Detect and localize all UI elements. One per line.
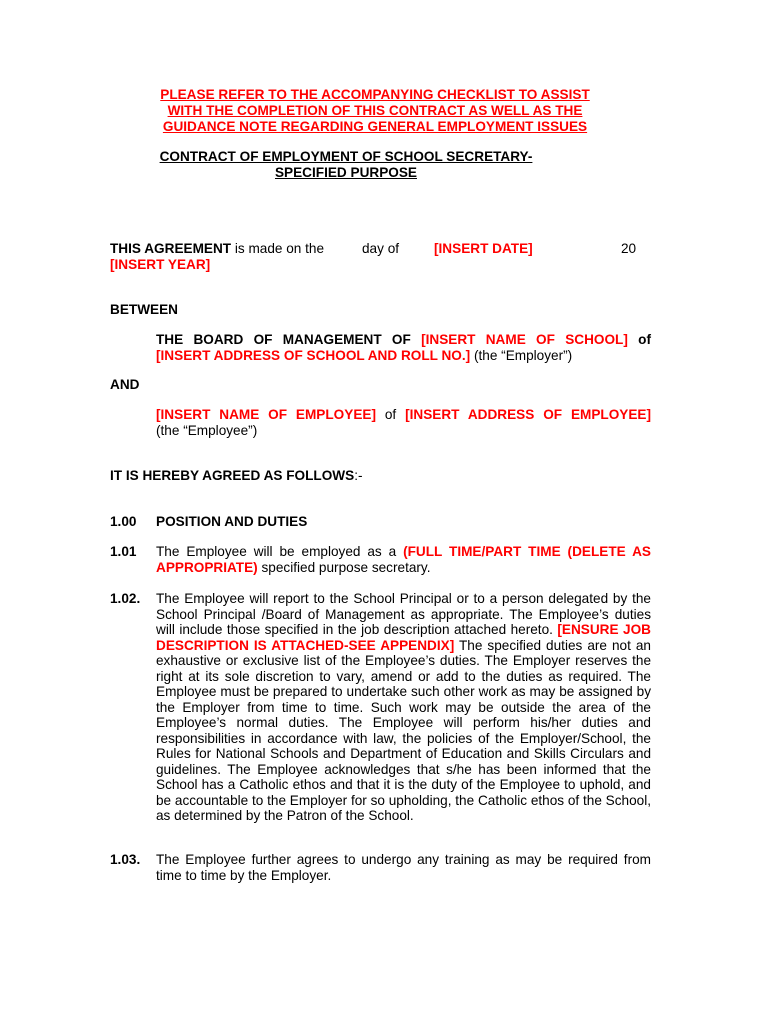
insert-employee-address-placeholder: [INSERT ADDRESS OF EMPLOYEE] (405, 407, 652, 422)
notice-line-1: PLEASE REFER TO THE ACCOMPANYING CHECKLIST TO ASSIST (160, 87, 590, 102)
notice-line-2: WITH THE COMPLETION OF THIS CONTRACT AS WELL AS THE (167, 103, 583, 118)
clause-1-03-number: 1.03. (110, 852, 141, 867)
contract-title-line-2: SPECIFIED PURPOSE (274, 165, 417, 180)
insert-employee-name-placeholder: [INSERT NAME OF EMPLOYEE] (156, 407, 376, 422)
insert-school-address-placeholder: [INSERT ADDRESS OF SCHOOL AND ROLL NO.] (156, 348, 471, 363)
section-heading: POSITION AND DUTIES (156, 514, 308, 529)
employee-line-1 (156, 407, 651, 423)
section-number: 1.00 (110, 514, 137, 529)
and-heading: AND (110, 377, 140, 392)
agreement-line (110, 241, 324, 257)
agreed-heading: IT IS HEREBY AGREED AS FOLLOWS (110, 468, 355, 483)
between-heading: BETWEEN (110, 302, 178, 317)
this-agreement-label: THIS AGREEMENT (110, 241, 232, 256)
insert-school-name-placeholder: [INSERT NAME OF SCHOOL] (421, 332, 628, 347)
insert-year-placeholder: [INSERT YEAR] (110, 257, 211, 272)
board-of-management-label: THE BOARD OF MANAGEMENT OF (156, 332, 411, 347)
agreed-line (110, 468, 363, 484)
insert-date-placeholder: [INSERT DATE] (434, 241, 533, 256)
day-of-text: day of (362, 241, 400, 256)
employee-of-text: of (375, 407, 406, 422)
full-time-part-time-placeholder: (FULL TIME/PART TIME (DELETE AS APPROPRIATE) (156, 544, 651, 575)
ensure-job-description-placeholder: [ENSURE JOB DESCRIPTION IS ATTACHED-SEE APPENDIX] (156, 622, 651, 653)
the-employee-text: (the “Employee”) (156, 423, 258, 438)
year-prefix: 20 (621, 241, 637, 256)
clause-1-01-text (156, 544, 651, 575)
agreed-suffix: :- (354, 468, 363, 483)
notice-line-3: GUIDANCE NOTE REGARDING GENERAL EMPLOYMENT ISSUES (162, 119, 588, 134)
employer-line-2 (156, 348, 572, 364)
clause-1-03-text: The Employee further agrees to undergo any training as may be required from time to time by the Employer. (156, 852, 651, 883)
made-on-text: is made on the (231, 241, 325, 256)
clause-1-02-text-before: The Employee will report to the School Principal or to a person delegated by the School Principal /Board of Management as appropriate. The Employee’s duties will include those specified in the job description attached hereto. (156, 591, 651, 637)
contract-title-line-1: CONTRACT OF EMPLOYMENT OF SCHOOL SECRETARY- (159, 149, 533, 164)
clause-1-02-text-after: The specified duties are not an exhaustive or exclusive list of the Employee’s duties. The Employer reserves the right at its sole discretion to vary, amend or add to the duties as required. The Employee must be prepared to undertake such other work as may be assigned by the Employer from time to time. Such work may be outside the area of the Employee’s normal duties. The Employee will perform his/her duties and responsibilities in accordance with law, the policies of the Employer/School, the Rules for National Schools and Department of Education and Skills Circulars and guidelines. The Employee acknowledges that s/he has been informed that the School has a Catholic ethos and that it is the duty of the Employee to uphold, and be accountable to the Employer for so upholding, the Catholic ethos of the School, as determined by the Patron of the School. (156, 637, 651, 823)
the-employer-text: (the “Employer”) (470, 348, 573, 363)
employer-of-text: of (638, 332, 651, 347)
clause-1-02-text (156, 591, 651, 824)
clause-1-01-text-before: The Employee will be employed as a (156, 544, 404, 559)
clause-1-02-number: 1.02. (110, 591, 141, 606)
clause-1-01-text-after: specified purpose secretary. (257, 559, 431, 575)
clause-1-01-number: 1.01 (110, 544, 137, 559)
employer-line-1 (156, 332, 651, 348)
